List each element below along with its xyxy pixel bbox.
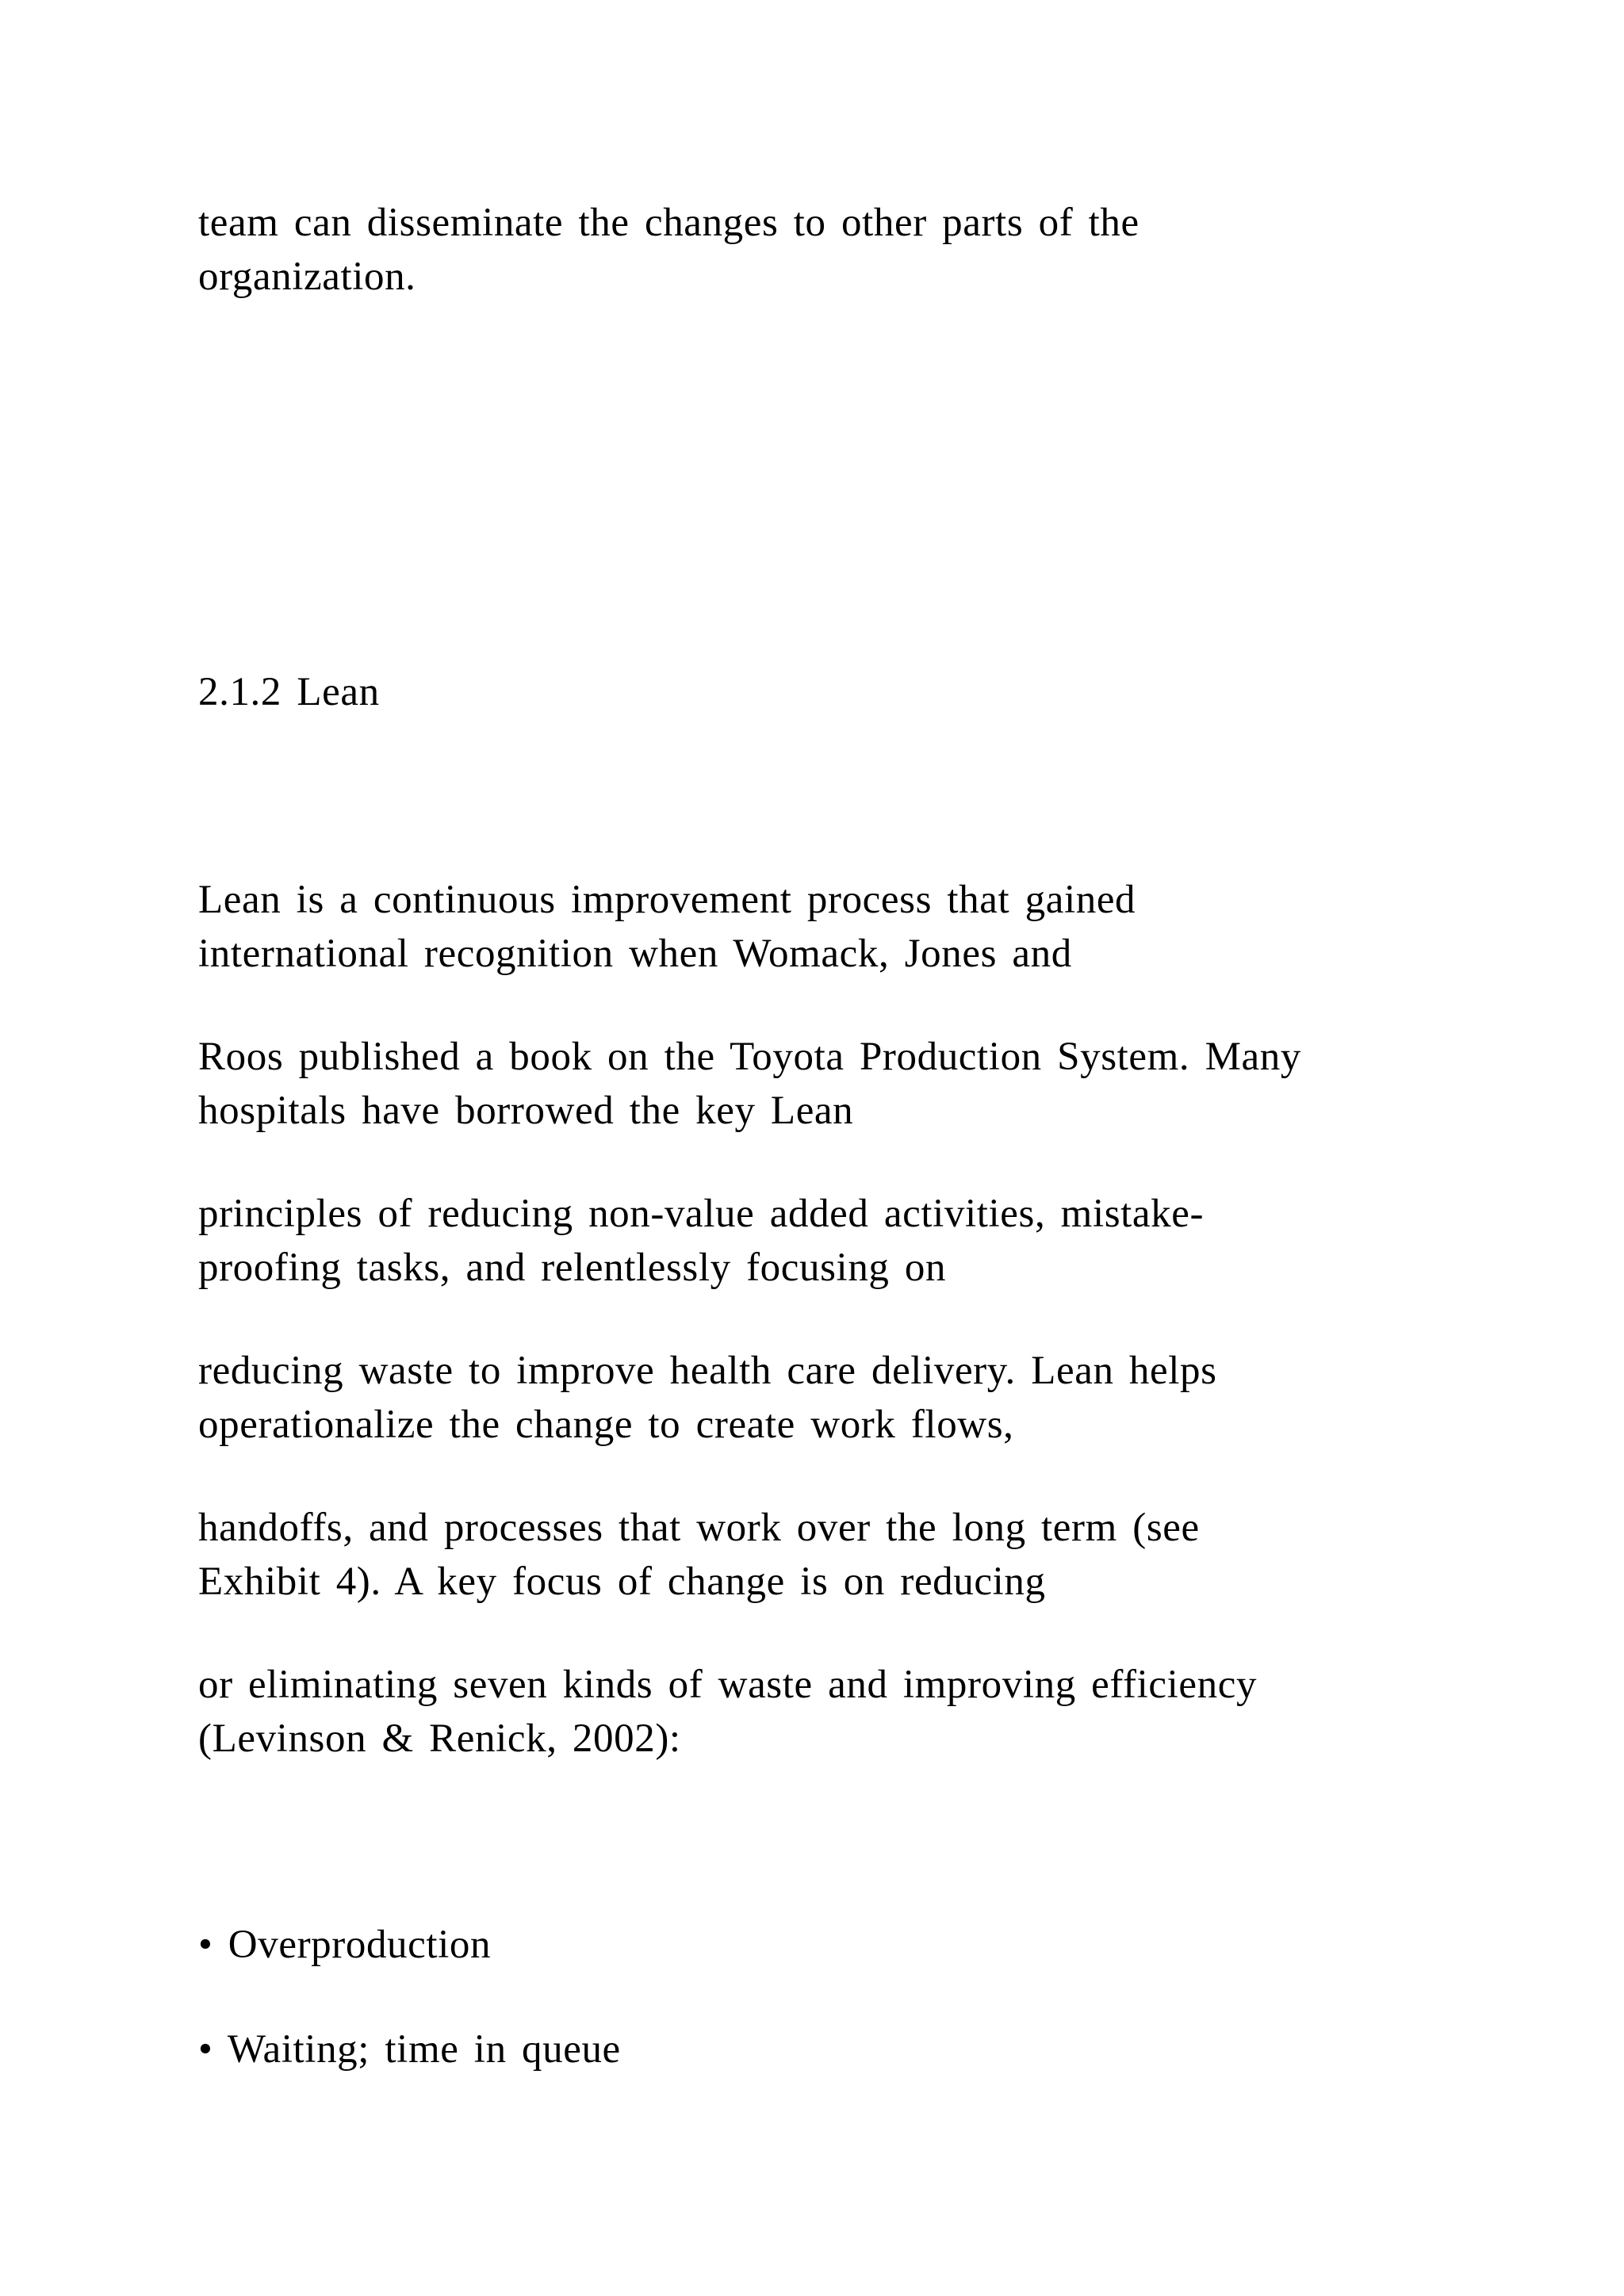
lean-paragraph-2-line-1: Roos published a book on the Toyota Production System. Many: [198, 1035, 1301, 1079]
lean-paragraph-6-line-2: (Levinson & Renick, 2002):: [198, 1716, 681, 1761]
lean-paragraph-1-line-2: international recognition when Womack, Jones and: [198, 932, 1072, 976]
lean-paragraph-3-line-1: principles of reducing non-value added activities, mistake-: [198, 1192, 1205, 1236]
section-heading: 2.1.2 Lean: [198, 670, 380, 714]
lean-paragraph-1-line-1: Lean is a continuous improvement process that gained: [198, 878, 1136, 922]
lean-paragraph-4-line-2: operationalize the change to create work flows,: [198, 1402, 1014, 1447]
lean-paragraph-4-line-1: reducing waste to improve health care delivery. Lean helps: [198, 1349, 1217, 1393]
waste-list-item-waiting: • Waiting; time in queue: [198, 2027, 621, 2072]
intro-line-2: organization.: [198, 254, 416, 299]
lean-paragraph-2-line-2: hospitals have borrowed the key Lean: [198, 1089, 854, 1133]
waste-list-item-overproduction: • Overproduction: [198, 1923, 492, 1967]
intro-line-1: team can disseminate the changes to other parts of the: [198, 201, 1139, 245]
lean-paragraph-5-line-1: handoffs, and processes that work over the long term (see: [198, 1506, 1200, 1550]
lean-paragraph-6-line-1: or eliminating seven kinds of waste and improving efficiency: [198, 1663, 1258, 1707]
lean-paragraph-3-line-2: proofing tasks, and relentlessly focusing on: [198, 1246, 947, 1290]
lean-paragraph-5-line-2: Exhibit 4). A key focus of change is on reducing: [198, 1559, 1046, 1604]
